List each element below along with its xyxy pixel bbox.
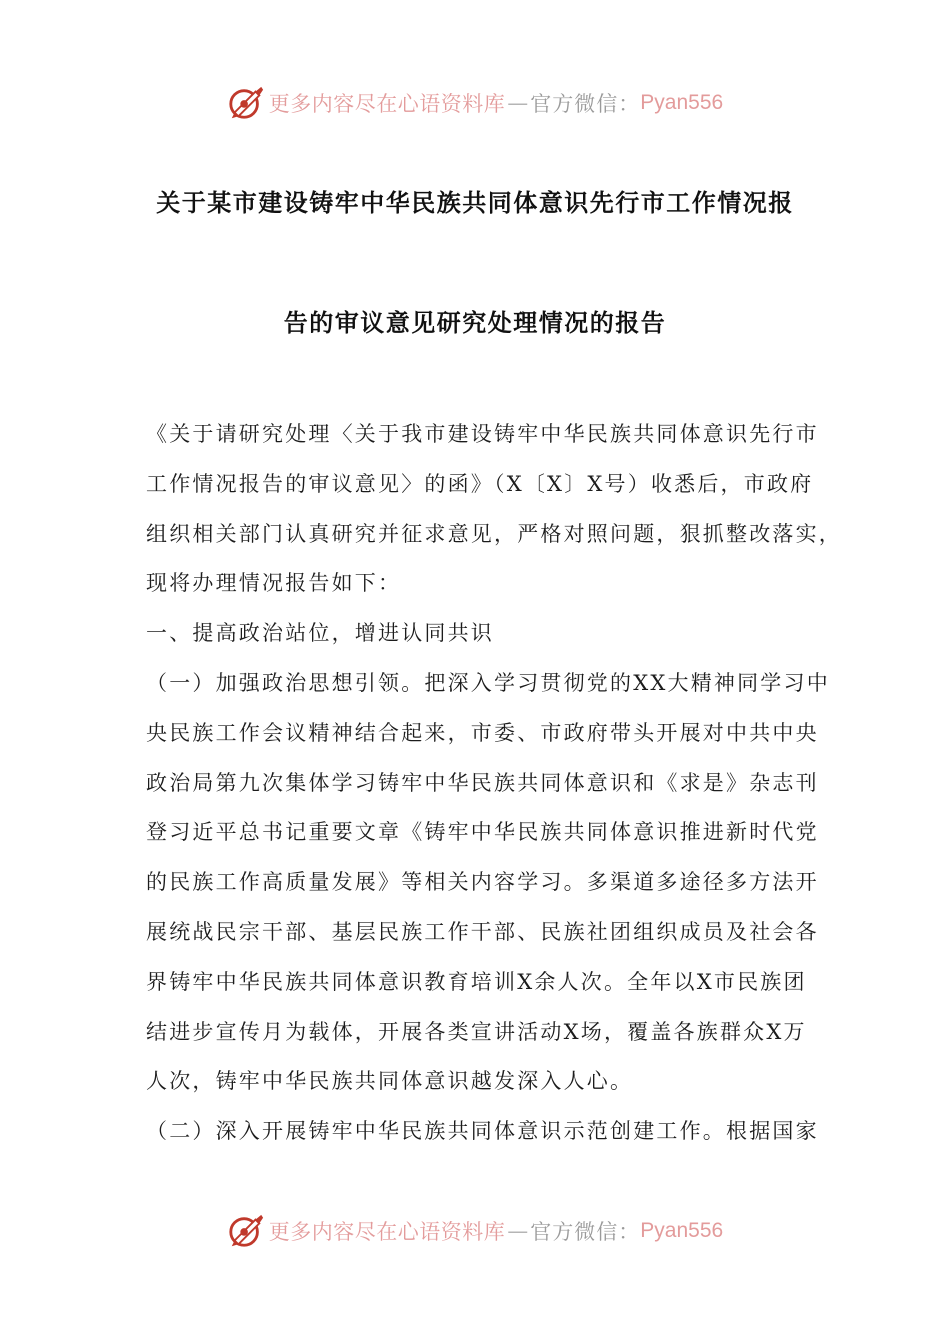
pen-logo-icon: [227, 1212, 265, 1250]
body-line: （一）加强政治思想引领。把深入学习贯彻党的XX大精神同学习中: [146, 670, 830, 695]
document-title-line-1: 关于某市建设铸牢中华民族共同体意识先行市工作情况报: [156, 189, 794, 217]
watermark-separator: —: [507, 91, 529, 115]
body-line: 央民族工作会议精神结合起来，市委、市政府带头开展对中共中央: [146, 720, 819, 745]
body-line: 政治局第九次集体学习铸牢中华民族共同体意识和《求是》杂志刊: [146, 770, 819, 795]
watermark-sub-text: 官方微信：: [530, 92, 641, 116]
body-line: 展统战民宗干部、基层民族工作干部、民族社团组织成员及社会各: [146, 919, 819, 944]
body-line: 人次，铸牢中华民族共同体意识越发深入人心。: [146, 1069, 634, 1094]
watermark-content: [227, 84, 723, 122]
watermark-id-text: Pyan556: [640, 1219, 724, 1242]
section-heading: 一、提高政治站位，增进认同共识: [146, 621, 494, 646]
body-line: 界铸牢中华民族共同体意识教育培训X余人次。全年以X市民族团: [146, 969, 807, 994]
watermark-sub-text: 官方微信：: [530, 1220, 641, 1244]
watermark-main-text: 更多内容尽在心语资料库: [268, 92, 506, 116]
body-line: 工作情况报告的审议意见〉的函》（X〔X〕X号）收悉后，市政府: [146, 471, 814, 496]
body-line: 现将办理情况报告如下：: [146, 571, 402, 596]
document-title-line-2: 告的审议意见研究处理情况的报告: [283, 309, 667, 337]
pen-logo-icon: [227, 84, 265, 122]
watermark-banner-bottom: [0, 1208, 950, 1254]
watermark-banner-top: [0, 80, 950, 126]
document-body: [146, 415, 842, 1162]
body-line: 《关于请研究处理〈关于我市建设铸牢中华民族共同体意识先行市: [146, 422, 819, 446]
watermark-main-text: 更多内容尽在心语资料库: [268, 1220, 506, 1244]
watermark-separator: —: [507, 1219, 529, 1243]
watermark-id-text: Pyan556: [640, 91, 724, 114]
body-line: 的民族工作高质量发展》等相关内容学习。多渠道多途径多方法开: [146, 870, 819, 895]
body-line: 登习近平总书记重要文章《铸牢中华民族共同体意识推进新时代党: [146, 820, 819, 845]
body-line: 结进步宣传月为载体，开展各类宣讲活动X场，覆盖各族群众X万: [146, 1019, 807, 1044]
body-line: 组织相关部门认真研究并征求意见，严格对照问题，狠抓整改落实，: [146, 521, 842, 546]
body-line: （二）深入开展铸牢中华民族共同体意识示范创建工作。根据国家: [146, 1119, 819, 1144]
watermark-content: [227, 1212, 723, 1250]
